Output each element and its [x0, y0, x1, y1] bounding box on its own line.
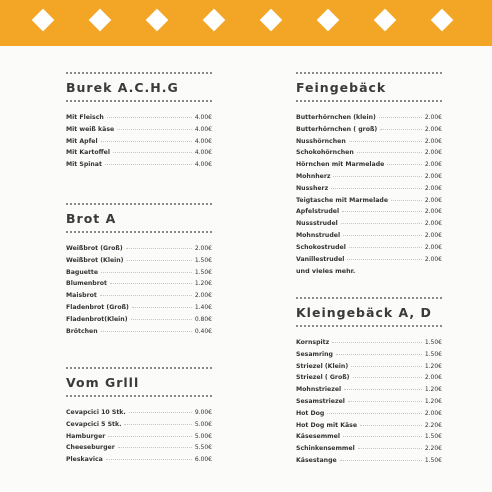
item-price: 4.00€: [194, 137, 212, 145]
item-name: Cevapcici 5 Stk.: [66, 420, 122, 428]
dot-leader: [380, 129, 422, 130]
menu-section-brot: [66, 203, 212, 339]
menu-item: [296, 398, 442, 410]
item-list: [66, 114, 212, 173]
dot-leader: [101, 272, 192, 273]
diamond-decoration: [260, 9, 283, 32]
item-price: 2.00€: [424, 231, 442, 239]
item-name: Teigtasche mit Marmelade: [296, 196, 389, 204]
item-name: Mohnherz: [296, 172, 331, 180]
divider: [296, 325, 442, 327]
dot-leader: [344, 389, 422, 390]
menu-item: [66, 292, 212, 304]
menu-item: [66, 149, 212, 161]
menu-item: [66, 245, 212, 257]
diamond-decoration: [374, 9, 397, 32]
item-name: Nusshörnchen: [296, 137, 346, 145]
menu-section-kleingeback: [296, 297, 442, 469]
dot-leader: [333, 176, 421, 177]
item-price: 2.00€: [424, 172, 442, 180]
menu-item: [296, 386, 442, 398]
section-title: Burek A.C.H.G: [66, 80, 179, 95]
divider: [66, 395, 212, 397]
section-title: Vom Grlll: [66, 375, 140, 390]
dot-leader: [100, 295, 192, 296]
item-price: 2.00€: [424, 255, 442, 263]
menu-section-feingeback: [296, 72, 442, 279]
menu-item: [66, 328, 212, 340]
divider: [296, 72, 442, 74]
item-price: 1.20€: [424, 386, 442, 394]
dot-leader: [341, 223, 422, 224]
item-name: Mohnstrudel: [296, 231, 341, 239]
item-name: Mit Spinat: [66, 161, 102, 169]
item-price: 2.00€: [424, 220, 442, 228]
item-price: 6.00€: [194, 456, 212, 464]
divider: [66, 231, 212, 233]
item-price: 1.20€: [194, 280, 212, 288]
menu-item: [66, 409, 212, 421]
item-list: [296, 339, 442, 469]
item-price: 5.00€: [194, 432, 212, 440]
item-name: Kornspitz: [296, 339, 330, 346]
item-price: 4.00€: [194, 114, 212, 121]
menu-item: [296, 244, 442, 256]
dot-leader: [124, 424, 191, 425]
item-price: 2.00€: [424, 409, 442, 417]
dot-leader: [358, 448, 422, 449]
item-price: 1.50€: [424, 339, 442, 346]
diamond-decoration: [203, 9, 226, 32]
dot-leader: [349, 247, 422, 248]
top-banner: [0, 0, 492, 46]
menu-item: [296, 185, 442, 197]
item-price: 4.00€: [194, 149, 212, 157]
item-price: 2.00€: [424, 208, 442, 216]
item-price: 1.50€: [424, 350, 442, 358]
section-title: Brot A: [66, 211, 117, 226]
item-name: Hot Dog: [296, 409, 325, 417]
divider: [296, 297, 442, 299]
menu-item: [66, 126, 212, 138]
item-price: 0.40€: [194, 327, 212, 335]
dot-leader: [391, 200, 422, 201]
item-name: Schinkensemmel: [296, 445, 355, 453]
item-price: 1.50€: [424, 433, 442, 441]
item-name: Schokostrudel: [296, 243, 346, 251]
dot-leader: [108, 436, 191, 437]
menu-item: [66, 114, 212, 126]
menu-item: [296, 351, 442, 363]
item-name: Brötchen: [66, 327, 98, 335]
menu-item: [296, 445, 442, 457]
item-price: 2.00€: [424, 125, 442, 133]
dot-leader: [127, 260, 192, 261]
item-list: [66, 245, 212, 339]
dot-leader: [342, 211, 422, 212]
dot-leader: [101, 331, 192, 332]
item-name: Butterhörnchen (klein): [296, 114, 376, 121]
item-name: Sesamstriezel: [296, 397, 345, 405]
item-name: Hamburger: [66, 432, 106, 440]
item-name: Blumenbrot: [66, 280, 107, 288]
menu-item: [296, 149, 442, 161]
item-name: Pleskavica: [66, 456, 103, 464]
dot-leader: [110, 283, 192, 284]
diamond-decoration: [89, 9, 112, 32]
dot-leader: [348, 401, 422, 402]
dot-leader: [131, 319, 192, 320]
item-price: 4.00€: [194, 125, 212, 133]
item-name: Mit Fleisch: [66, 114, 104, 121]
item-name: Striezel ( Groß): [296, 374, 350, 382]
item-price: 2.00€: [424, 184, 442, 192]
diamond-decoration: [317, 9, 340, 32]
dot-leader: [332, 342, 422, 343]
menu-item: [296, 161, 442, 173]
menu-item: [66, 269, 212, 281]
dot-leader: [107, 117, 192, 118]
dot-leader: [117, 129, 192, 130]
item-name: Fladenbrot (Groß): [66, 303, 129, 311]
item-list: [296, 114, 442, 279]
divider: [296, 100, 442, 102]
item-name: Cheeseburger: [66, 444, 115, 452]
dot-leader: [343, 235, 422, 236]
item-price: 1.20€: [424, 362, 442, 370]
item-list: [66, 409, 212, 468]
menu-item: [296, 126, 442, 138]
item-name: Cevapcici 10 Stk.: [66, 409, 126, 416]
dot-leader: [343, 436, 422, 437]
divider: [66, 203, 212, 205]
menu-item: [296, 197, 442, 209]
item-name: Käsestange: [296, 456, 337, 464]
item-name: Apfelstrudel: [296, 208, 340, 216]
menu-item: [296, 457, 442, 469]
menu-item: [296, 410, 442, 422]
menu-item: [66, 433, 212, 445]
item-price: 1.50€: [194, 268, 212, 276]
dot-leader: [353, 377, 422, 378]
item-price: 4.00€: [194, 161, 212, 169]
menu-item: [66, 304, 212, 316]
menu-item: [66, 161, 212, 173]
menu-section-burek: [66, 72, 212, 173]
dot-leader: [105, 164, 192, 165]
menu-item: [296, 433, 442, 445]
item-price: 2.00€: [424, 374, 442, 382]
item-name: Maisbrot: [66, 292, 97, 300]
item-price: 1.50€: [194, 256, 212, 264]
menu-item: [66, 257, 212, 269]
section-title: Feingebäck: [296, 80, 387, 95]
item-name: Fladenbrot(Klein): [66, 315, 128, 323]
dot-leader: [357, 152, 422, 153]
item-name: Mit Kartoffel: [66, 149, 110, 157]
menu-item: [296, 220, 442, 232]
item-price: 2.00€: [424, 149, 442, 157]
item-name: Schokohörnchen: [296, 149, 354, 157]
menu-item: [66, 456, 212, 468]
menu-section-grill: [66, 367, 212, 468]
dot-leader: [126, 248, 192, 249]
menu-item: [66, 444, 212, 456]
dot-leader: [336, 354, 422, 355]
menu-item: [296, 173, 442, 185]
item-name: Nussherz: [296, 184, 329, 192]
dot-leader: [379, 117, 422, 118]
menu-item: [296, 422, 442, 434]
diamond-decoration: [32, 9, 55, 32]
dot-leader: [118, 447, 192, 448]
menu-item: [296, 138, 442, 150]
item-price: 0.80€: [194, 315, 212, 323]
menu-item: [66, 138, 212, 150]
diamond-decoration: [146, 9, 169, 32]
dot-leader: [132, 307, 192, 308]
dot-leader: [360, 425, 422, 426]
dot-leader: [106, 459, 192, 460]
divider: [66, 100, 212, 102]
dot-leader: [349, 141, 422, 142]
dot-leader: [129, 412, 192, 413]
item-price: 5.00€: [194, 420, 212, 428]
dot-leader: [101, 141, 192, 142]
menu-note: und vieles mehr.: [296, 267, 356, 276]
item-price: 2.00€: [424, 137, 442, 145]
menu-item: [296, 339, 442, 351]
menu-item: [296, 232, 442, 244]
menu-item: [296, 114, 442, 126]
item-name: Hörnchen mit Marmelade: [296, 161, 385, 169]
item-name: Baguette: [66, 268, 99, 276]
dot-leader: [347, 259, 421, 260]
item-name: Mohnstriezel: [296, 386, 342, 394]
menu-item: [296, 363, 442, 375]
item-name: Weißbrot (Klein): [66, 256, 124, 264]
menu-item: [66, 316, 212, 328]
item-price: 1.50€: [424, 456, 442, 464]
item-name: Käsesemmel: [296, 433, 340, 441]
item-name: Nussstrudel: [296, 220, 338, 228]
dot-leader: [340, 460, 422, 461]
dot-leader: [387, 164, 421, 165]
item-price: 5.50€: [194, 444, 212, 452]
item-price: 1.20€: [424, 397, 442, 405]
section-title: Kleingebäck A, D: [296, 305, 432, 320]
item-price: 1.40€: [194, 303, 212, 311]
dot-leader: [113, 152, 192, 153]
dot-leader: [327, 413, 421, 414]
item-price: 2.20€: [424, 421, 442, 429]
menu-item: [66, 421, 212, 433]
dot-leader: [331, 188, 422, 189]
item-price: 2.00€: [424, 114, 442, 121]
item-price: 2.00€: [424, 196, 442, 204]
divider: [66, 72, 212, 74]
item-name: Hot Dog mit Käse: [296, 421, 358, 429]
item-name: Vanillestrudel: [296, 255, 345, 263]
item-price: 2.00€: [194, 292, 212, 300]
item-price: 2.00€: [194, 245, 212, 252]
item-name: Striezel (Klein): [296, 362, 349, 370]
menu-item: [296, 374, 442, 386]
menu-item: [296, 208, 442, 220]
item-price: 9.00€: [194, 409, 212, 416]
dot-leader: [351, 366, 422, 367]
menu-item: [296, 256, 442, 268]
divider: [66, 367, 212, 369]
menu-item: [66, 280, 212, 292]
item-name: Mit weiß käse: [66, 125, 115, 133]
item-price: 2.20€: [424, 445, 442, 453]
diamond-decoration: [431, 9, 454, 32]
item-price: 2.00€: [424, 243, 442, 251]
item-name: Sesamring: [296, 350, 333, 358]
item-name: Mit Apfel: [66, 137, 98, 145]
item-price: 2.00€: [424, 161, 442, 169]
item-name: Butterhörnchen ( groß): [296, 125, 378, 133]
item-name: Weißbrot (Groß): [66, 245, 123, 252]
